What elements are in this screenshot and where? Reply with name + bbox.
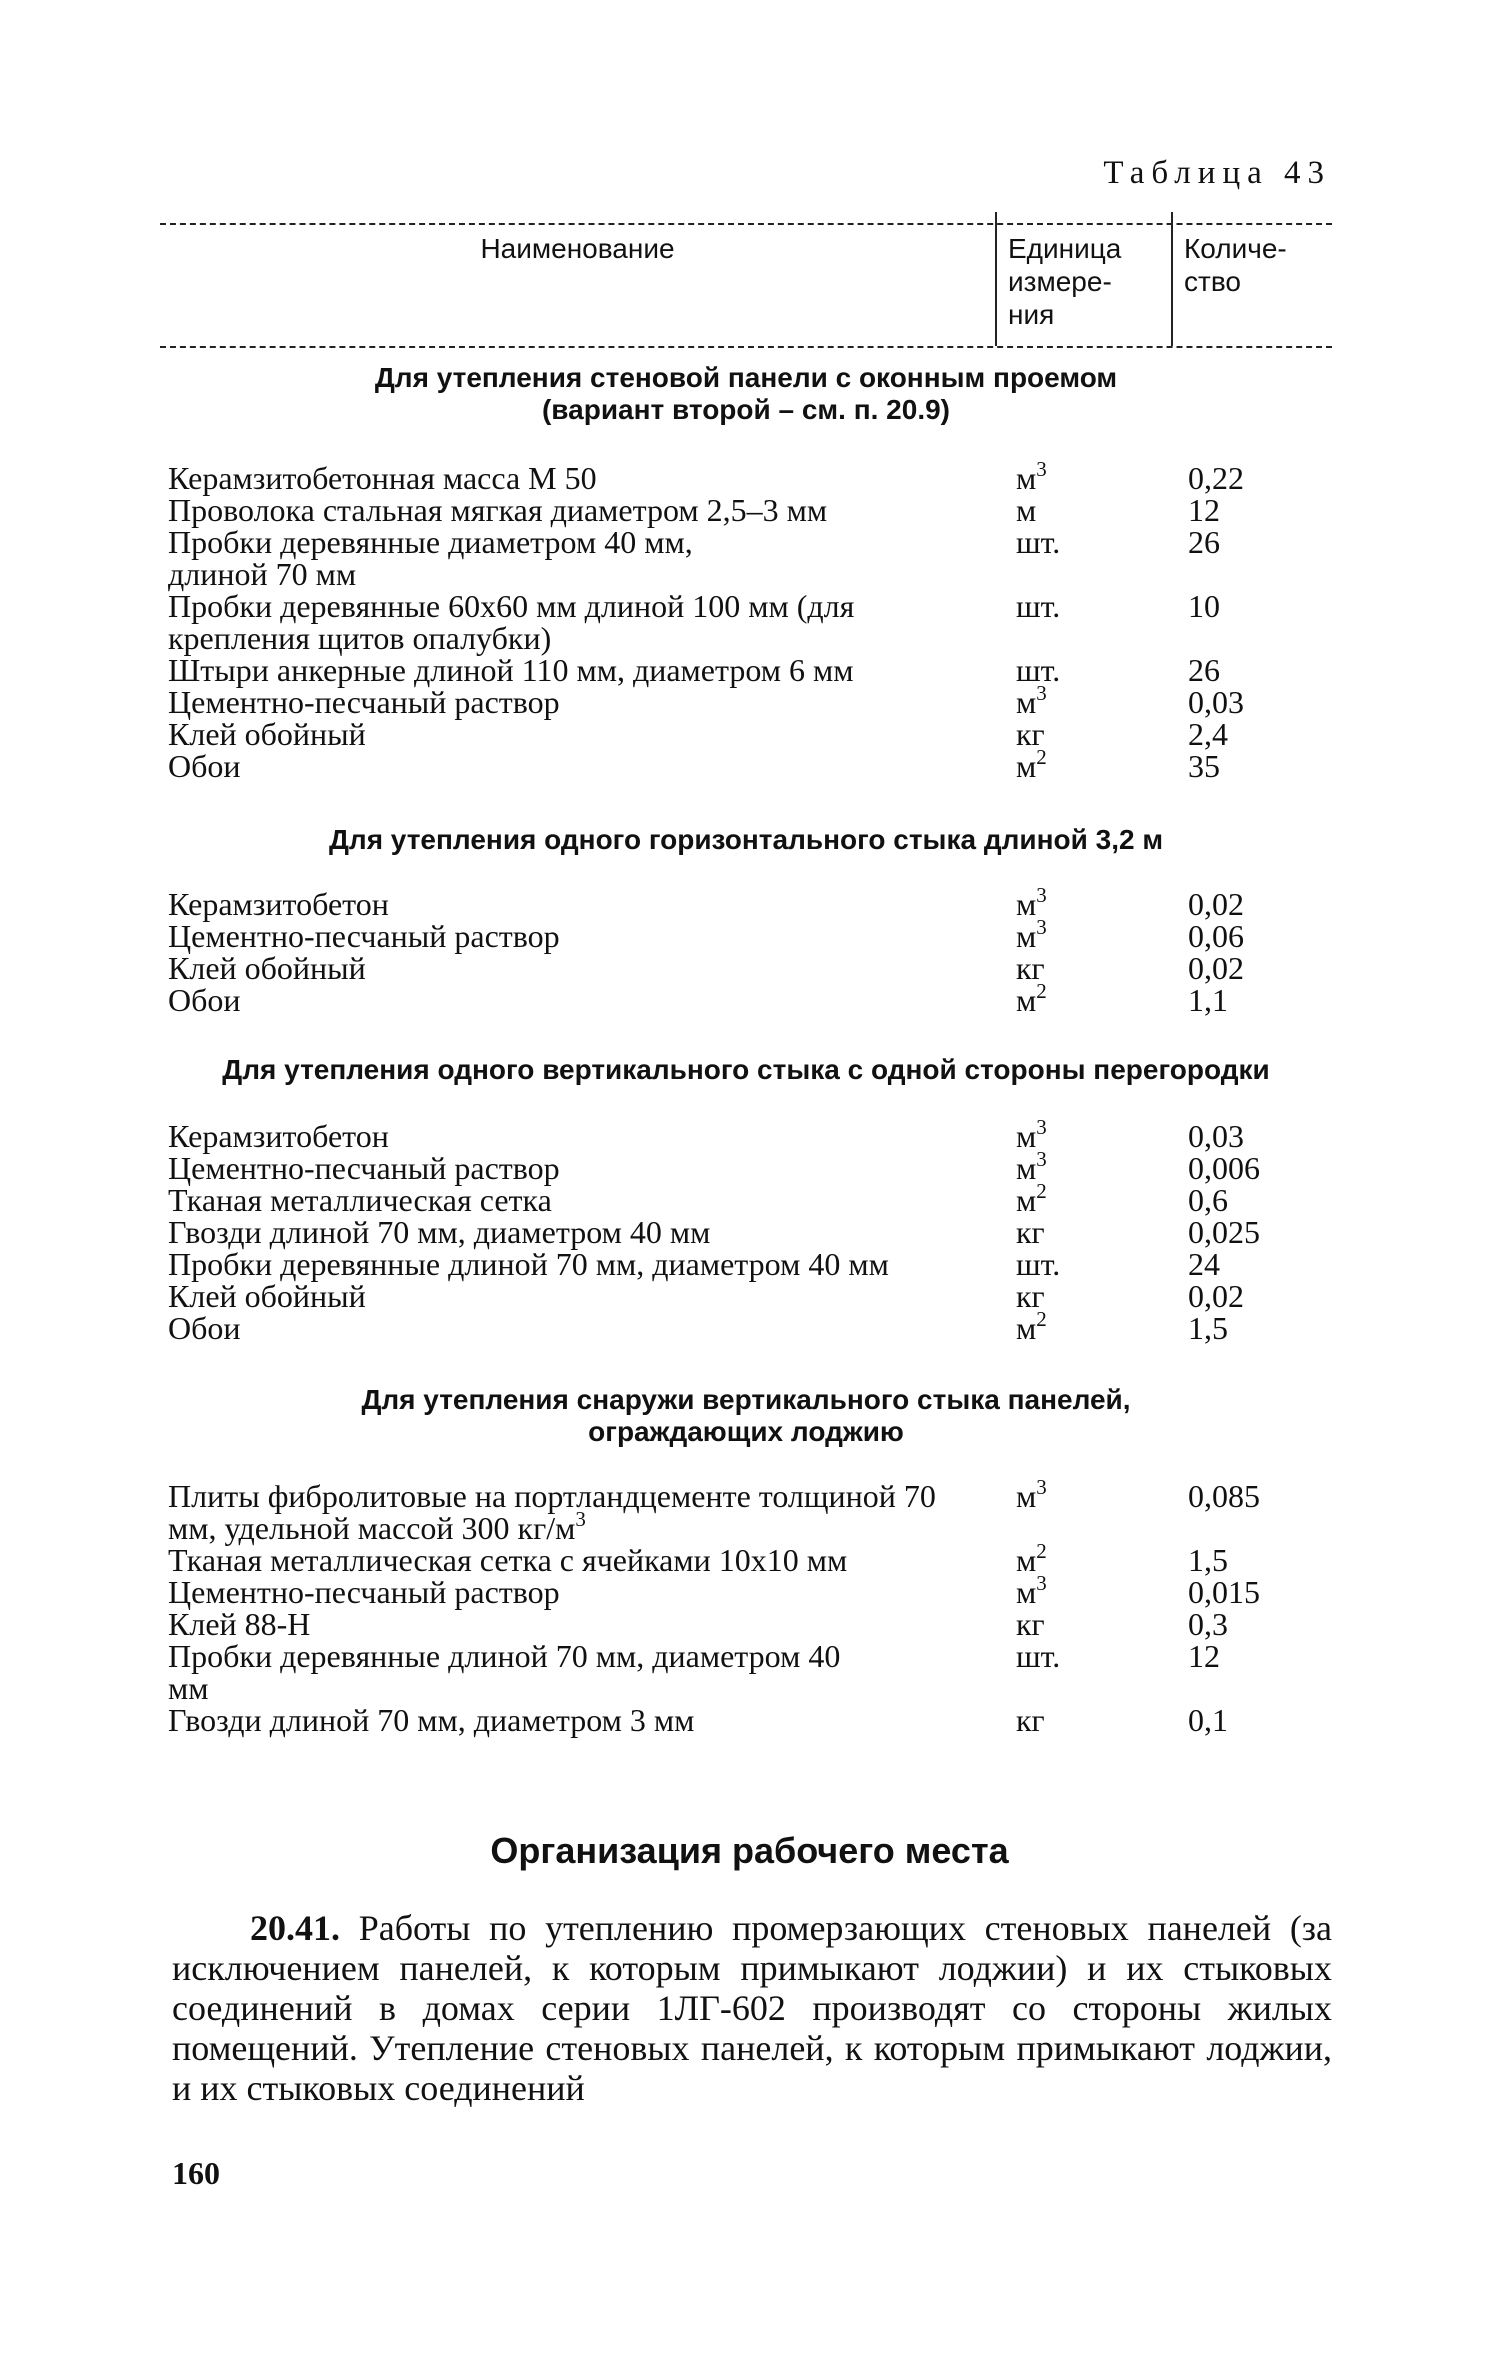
header-unit (1008, 232, 1121, 331)
table-row (168, 1216, 1332, 1248)
row-name: Обои (168, 1310, 241, 1346)
table-row (168, 1640, 1332, 1704)
row-name: Штыри анкерные длиной 110 мм, диаметром 6 мм (168, 652, 854, 688)
row-unit: $м^2$ (1016, 1179, 1047, 1218)
table-row (168, 979, 1332, 1018)
row-name: Пробки деревянные длиной 70 мм, диаметром 40 мм (168, 1638, 841, 1706)
row-name: Пробки деревянные 60х60 мм длиной 100 мм (для крепления щитов опалубки) (168, 588, 855, 656)
section-rows (168, 1115, 1332, 1346)
row-quantity: 1,5 (1188, 1542, 1228, 1578)
row-quantity: 0,015 (1188, 1574, 1260, 1610)
table-row (168, 1608, 1332, 1640)
table-row (168, 494, 1332, 526)
row-name: Гвозди длиной 70 мм, диаметром 40 мм (168, 1214, 711, 1250)
table-title: Таблица 43 (1103, 155, 1331, 191)
row-name: Пробки деревянные диаметром 40 мм, длиной 70 мм (168, 524, 693, 592)
row-unit: кг (1016, 1278, 1045, 1314)
table-row (168, 590, 1332, 654)
table-row (168, 883, 1332, 922)
table-row (168, 1571, 1332, 1610)
header-qty-line: Количе- (1184, 233, 1287, 264)
section-heading (160, 824, 1332, 856)
table-row (168, 1280, 1332, 1312)
row-quantity: 0,02 (1188, 1278, 1244, 1314)
row-unit: $м^2$ (1016, 1539, 1047, 1578)
row-name: Обои (168, 748, 241, 784)
header-unit-line: ния (1008, 299, 1055, 330)
row-unit: $м^3$ (1016, 1147, 1047, 1186)
section-heading-line: Для утепления стеновой панели с оконным проемом (374, 362, 1118, 393)
section-rows (168, 883, 1332, 1018)
row-unit: $м^3$ (1016, 883, 1047, 922)
table-row (168, 1475, 1332, 1546)
row-quantity: 1,1 (1188, 982, 1228, 1018)
table-row (168, 1307, 1332, 1346)
table-row (168, 915, 1332, 954)
row-quantity: 0,06 (1188, 918, 1244, 954)
row-name: Цементно-песчаный раствор (168, 1574, 560, 1610)
row-unit: шт. (1016, 652, 1061, 688)
row-unit: шт. (1016, 588, 1061, 624)
row-name: Тканая металлическая сетка (168, 1182, 552, 1218)
row-name: Цементно-песчаный раствор (168, 684, 560, 720)
paragraph-number: 20.41. (250, 1908, 340, 1948)
row-quantity: 0,025 (1188, 1214, 1260, 1250)
row-quantity: 12 (1188, 1638, 1220, 1674)
row-unit: кг (1016, 950, 1045, 986)
row-quantity: 1,5 (1188, 1310, 1228, 1346)
row-unit: м (1016, 492, 1037, 528)
row-name: Керамзитобетонная масса М 50 (168, 460, 597, 496)
row-quantity: 0,03 (1188, 684, 1244, 720)
row-name: Клей 88-Н (168, 1606, 311, 1642)
table-row (168, 952, 1332, 984)
row-quantity: 0,22 (1188, 460, 1244, 496)
row-quantity: 24 (1188, 1246, 1220, 1282)
section-heading (160, 1054, 1332, 1086)
section-heading-line: ограждающих лоджию (588, 1416, 904, 1447)
row-quantity: 26 (1188, 652, 1220, 688)
row-unit: $м^2$ (1016, 979, 1047, 1018)
row-quantity: 0,03 (1188, 1118, 1244, 1154)
row-unit: $м^2$ (1016, 745, 1047, 784)
section-heading-line: Для утепления одного горизонтального стыка длиной 3,2 м (328, 824, 1164, 855)
row-name: Обои (168, 982, 241, 1018)
row-unit: $м^3$ (1016, 681, 1047, 720)
row-quantity: 12 (1188, 492, 1220, 528)
row-quantity: 35 (1188, 748, 1220, 784)
table-row (168, 681, 1332, 720)
row-unit: кг (1016, 1214, 1045, 1250)
section-heading-line: (вариант второй – см. п. 20.9) (541, 394, 950, 425)
table-row (168, 1248, 1332, 1280)
row-name: Плиты фибролитовые на портландцементе толщиной 70 мм, удельной массой 300 $кг/м^3$ (168, 1478, 936, 1546)
header-unit-line: Единица (1008, 233, 1122, 264)
row-name: Керамзитобетон (168, 1118, 389, 1154)
row-quantity: 0,006 (1188, 1150, 1260, 1186)
header-unit-line: измере- (1008, 266, 1112, 297)
table-row (168, 718, 1332, 750)
page-number: 160 (172, 2155, 220, 2191)
header-qty (1184, 232, 1287, 298)
row-quantity: 0,02 (1188, 950, 1244, 986)
body-paragraph (172, 1908, 1332, 2108)
row-name: Тканая металлическая сетка с ячейками 10х10 мм (168, 1542, 848, 1578)
header-divider-2 (1171, 212, 1173, 346)
row-unit: кг (1016, 716, 1045, 752)
row-name: Проволока стальная мягкая диаметром 2,5–3 мм (168, 492, 828, 528)
row-unit: шт. (1016, 1638, 1061, 1674)
section-heading (160, 1384, 1332, 1448)
row-quantity: 0,6 (1188, 1182, 1228, 1218)
header-qty-line: ство (1184, 266, 1241, 297)
row-unit: шт. (1016, 1246, 1061, 1282)
section-heading-line: Для утепления снаружи вертикального стыка панелей, (361, 1384, 1131, 1415)
row-unit: шт. (1016, 524, 1061, 560)
table-row (168, 1704, 1332, 1736)
row-name: Цементно-песчаный раствор (168, 1150, 560, 1186)
table-row (168, 654, 1332, 686)
row-unit: кг (1016, 1606, 1045, 1642)
header-top-rule (160, 223, 1332, 225)
row-name: Клей обойный (168, 950, 366, 986)
row-quantity: 0,085 (1188, 1478, 1260, 1514)
row-unit: $м^3$ (1016, 1115, 1047, 1154)
table-row (168, 745, 1332, 784)
row-name: Гвозди длиной 70 мм, диаметром 3 мм (168, 1702, 695, 1738)
header-divider-1 (995, 212, 997, 346)
header-bottom-rule (160, 346, 1332, 348)
row-quantity: 0,02 (1188, 886, 1244, 922)
row-unit: $м^3$ (1016, 457, 1047, 496)
row-name: Клей обойный (168, 1278, 366, 1314)
row-name: Пробки деревянные длиной 70 мм, диаметром 40 мм (168, 1246, 889, 1282)
table-row (168, 526, 1332, 590)
row-unit: $м^2$ (1016, 1307, 1047, 1346)
row-quantity: 26 (1188, 524, 1220, 560)
row-unit: кг (1016, 1702, 1045, 1738)
section-rows (168, 457, 1332, 784)
table-row (168, 1147, 1332, 1186)
row-name: Керамзитобетон (168, 886, 389, 922)
table-row (168, 1115, 1332, 1154)
section-heading-line: Для утепления одного вертикального стыка с одной стороны перегородки (222, 1054, 1270, 1085)
section-title: Организация рабочего места (490, 1830, 1009, 1871)
table-row (168, 1539, 1332, 1578)
row-unit: $м^3$ (1016, 1475, 1047, 1514)
row-quantity: 10 (1188, 588, 1220, 624)
paragraph-text: Работы по утеплению промерзающих стеновых панелей (за исключением панелей, к которым примыкают лоджии) и их стыковых соединений в домах серии 1ЛГ-602 производят со стороны жилых помещений. Утепление стеновых панелей, к которым примыкают лоджии, и их стыковых соединений (172, 1908, 1333, 2108)
section-rows (168, 1475, 1332, 1738)
row-name: Клей обойный (168, 716, 366, 752)
row-unit: $м^3$ (1016, 915, 1047, 954)
table-row (168, 1179, 1332, 1218)
row-quantity: 2,4 (1188, 716, 1228, 752)
row-quantity: 0,1 (1188, 1702, 1228, 1738)
row-unit: $м^3$ (1016, 1571, 1047, 1610)
row-quantity: 0,3 (1188, 1606, 1228, 1642)
table-row (168, 457, 1332, 496)
section-heading (160, 362, 1332, 426)
header-name: Наименование (480, 233, 675, 264)
row-name: Цементно-песчаный раствор (168, 918, 560, 954)
